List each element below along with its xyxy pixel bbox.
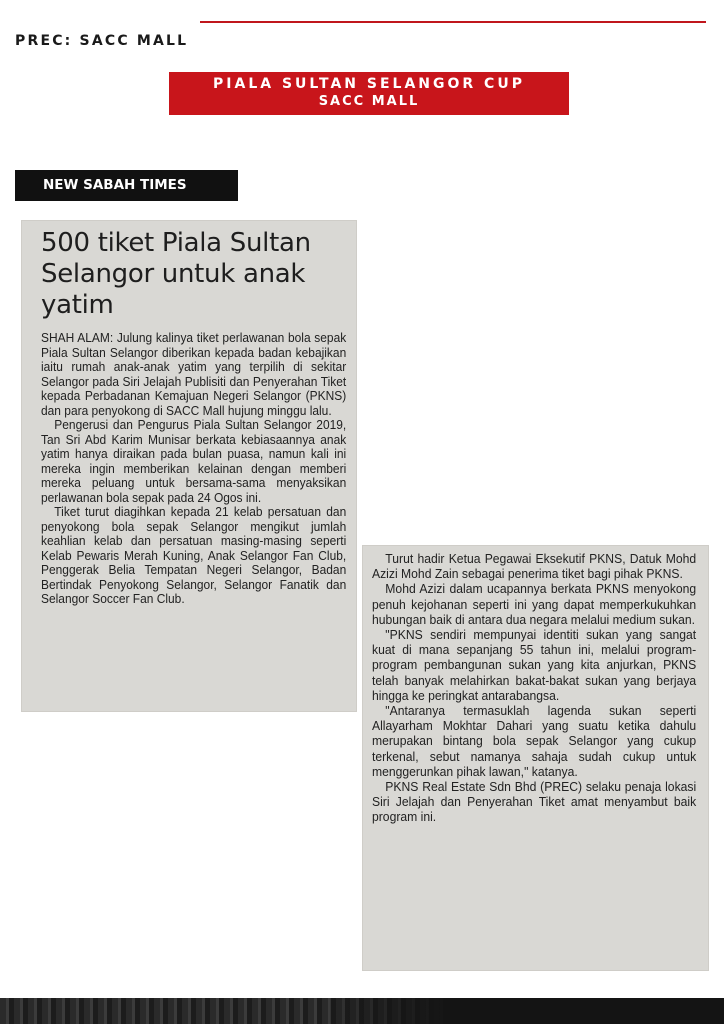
page-section-label: PREC: SACC MALL xyxy=(15,33,189,49)
article-paragraph: "Antaranya termasuklah lagenda sukan seperti Allayarham Mokhtar Dahari yang suatu ketika dahulu merupakan bintang bola sepak Selangor yang cukup terkenal, sebut namanya sahaja sudah cukup untuk menggerunkan pihak lawan," katanya. xyxy=(372,703,697,779)
article-paragraph: Tiket turut diagihkan kepada 21 kelab persatuan dan penyokong bola sepak Selangor mengikut jumlah keahlian kelab dan persatuan masing-masing seperti Kelab Pewaris Merah Kuning, Anak Selangor Fan Club, Penggerak Belia Tempatan Negeri Selangor, Badan Bertindak Penyokong Selangor, Selangor Fanatik dan Selangor Soccer Fan Club. xyxy=(41,505,347,606)
footer-shade xyxy=(330,998,724,1024)
article-paragraph: Pengerusi dan Pengurus Piala Sultan Selangor 2019, Tan Sri Abd Karim Munisar berkata kebiasaannya anak yatim hanya diraikan pada bulan puasa, namun kali ini mereka ingin memberikan kelainan dengan memberi mereka peluang untuk bersama-sama menyaksikan perlawanan bola sepak pada 24 Ogos ini. xyxy=(41,418,347,505)
publication-tag: NEW SABAH TIMES xyxy=(15,170,238,201)
banner-subtitle: SACC MALL xyxy=(318,94,420,109)
article-paragraph: SHAH ALAM: Julung kalinya tiket perlawanan bola sepak Piala Sultan Selangor diberikan kepada badan kebajikan iaitu rumah anak-anak yatim yang terpilih di sekitar Selangor pada Siri Jelajah Publisiti dan Penyerahan Tiket kepada Perbadanan Kemajuan Negeri Selangor (PKNS) dan para penyokong di SACC Mall hujung minggu lalu. xyxy=(41,331,347,418)
article-paragraph: PKNS Real Estate Sdn Bhd (PREC) selaku penaja lokasi Siri Jelajah dan Penyerahan Tiket amat menyambut baik program ini. xyxy=(372,779,697,825)
article-paragraph: Mohd Azizi dalam ucapannya berkata PKNS menyokong penuh kejohanan seperti ini yang dapat memperkukuhkan hubungan baik di antara dua negara melalui medium sukan. xyxy=(372,581,697,627)
article-paragraph: Turut hadir Ketua Pegawai Eksekutif PKNS, Datuk Mohd Azizi Mohd Zain sebagai penerima tiket bagi pihak PKNS. xyxy=(372,551,697,582)
news-clipping-part-2 xyxy=(362,545,709,971)
banner-title: PIALA SULTAN SELANGOR CUP xyxy=(213,76,525,92)
news-clipping-part-1 xyxy=(21,220,357,712)
article-headline: 500 tiket Piala Sultan Selangor untuk anak yatim xyxy=(41,228,311,320)
header-rule xyxy=(200,21,706,23)
event-banner xyxy=(169,72,569,115)
article-paragraph: "PKNS sendiri mempunyai identiti sukan yang sangat kuat di mana sepanjang 55 tahun ini, melalui program-program pembangunan sukan yang kita anjurkan, PKNS telah banyak melahirkan bakat-bakat sukan yang berjaya hingga ke peringkat antarabangsa. xyxy=(372,627,697,703)
